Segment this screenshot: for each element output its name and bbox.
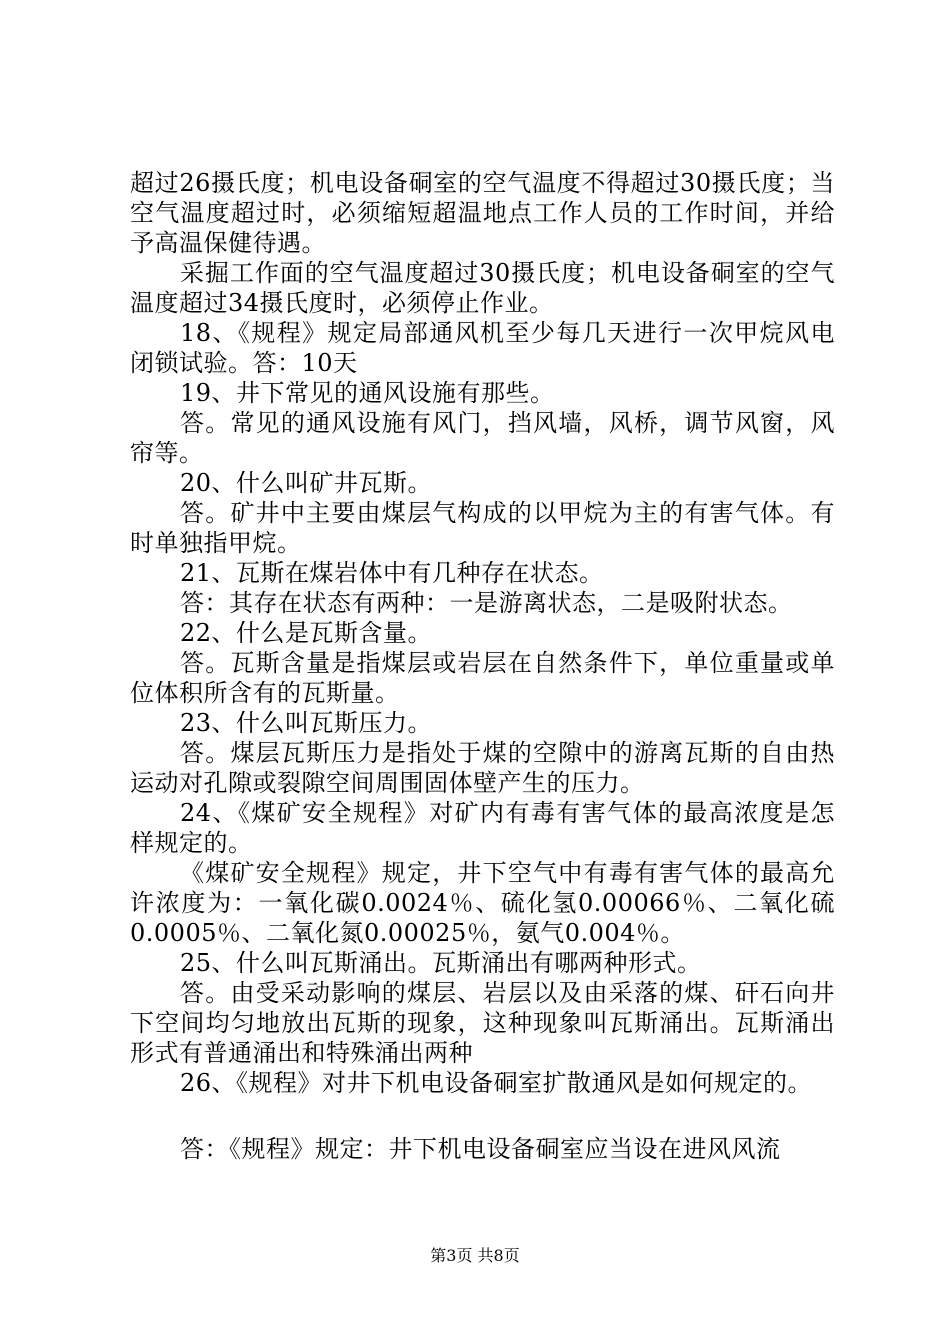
body-paragraph: 超过26摄氏度；机电设备硐室的空气温度不得超过30摄氏度；当空气温度超过时，必须缩短超温地点工作人员的工作时间，并给予高温保健待遇。 bbox=[130, 169, 835, 257]
body-paragraph: 24、《煤矿安全规程》对矿内有毒有害气体的最高浓度是怎样规定的。 bbox=[130, 799, 835, 857]
body-paragraph: 23、什么叫瓦斯压力。 bbox=[180, 709, 433, 737]
page-footer: 第3页 共8页 bbox=[430, 1246, 520, 1265]
body-paragraph: 26、《规程》对井下机电设备硐室扩散通风是如何规定的。 bbox=[180, 1069, 813, 1097]
body-paragraph: 22、什么是瓦斯含量。 bbox=[180, 619, 433, 647]
body-paragraph: 采掘工作面的空气温度超过30摄氏度；机电设备硐室的空气温度超过34摄氏度时，必须停止作业。 bbox=[130, 259, 835, 317]
body-paragraph: 答：其存在状态有两种：一是游离状态，二是吸附状态。 bbox=[180, 589, 793, 617]
body-paragraph: 答。由受采动影响的煤层、岩层以及由采落的煤、矸石向井下空间均匀地放出瓦斯的现象，这种现象叫瓦斯涌出。瓦斯涌出形式有普通涌出和特殊涌出两种 bbox=[130, 979, 835, 1067]
body-paragraph: 答。煤层瓦斯压力是指处于煤的空隙中的游离瓦斯的自由热运动对孔隙或裂隙空间周围固体壁产生的压力。 bbox=[130, 739, 835, 797]
body-paragraph: 19、井下常见的通风设施有那些。 bbox=[180, 379, 555, 407]
document-body bbox=[130, 168, 835, 1164]
body-paragraph: 21、瓦斯在煤岩体中有几种存在状态。 bbox=[180, 559, 604, 587]
body-paragraph: 答。瓦斯含量是指煤层或岩层在自然条件下，单位重量或单位体积所含有的瓦斯量。 bbox=[130, 649, 835, 707]
paragraph-gap bbox=[130, 1098, 835, 1134]
body-paragraph: 20、什么叫矿井瓦斯。 bbox=[180, 469, 433, 497]
body-paragraph: 答：《规程》规定：井下机电设备硐室应当设在进风风流 bbox=[180, 1135, 781, 1163]
body-paragraph: 答。矿井中主要由煤层气构成的以甲烷为主的有害气体。有时单独指甲烷。 bbox=[130, 499, 835, 557]
body-paragraph: 25、什么叫瓦斯涌出。瓦斯涌出有哪两种形式。 bbox=[180, 949, 702, 977]
body-paragraph: 18、《规程》规定局部通风机至少每几天进行一次甲烷风电闭锁试验。答：10天 bbox=[130, 319, 835, 377]
body-paragraph: 答。常见的通风设施有风门，挡风墙，风桥，调节风窗，风帘等。 bbox=[130, 409, 835, 467]
body-paragraph: 《煤矿安全规程》规定，井下空气中有毒有害气体的最高允许浓度为：一氧化碳0.0024％、硫化氢0.00066％、二氧化硫0.0005％、二氧化氮0.00025％，氨气0.004％。 bbox=[130, 859, 835, 947]
